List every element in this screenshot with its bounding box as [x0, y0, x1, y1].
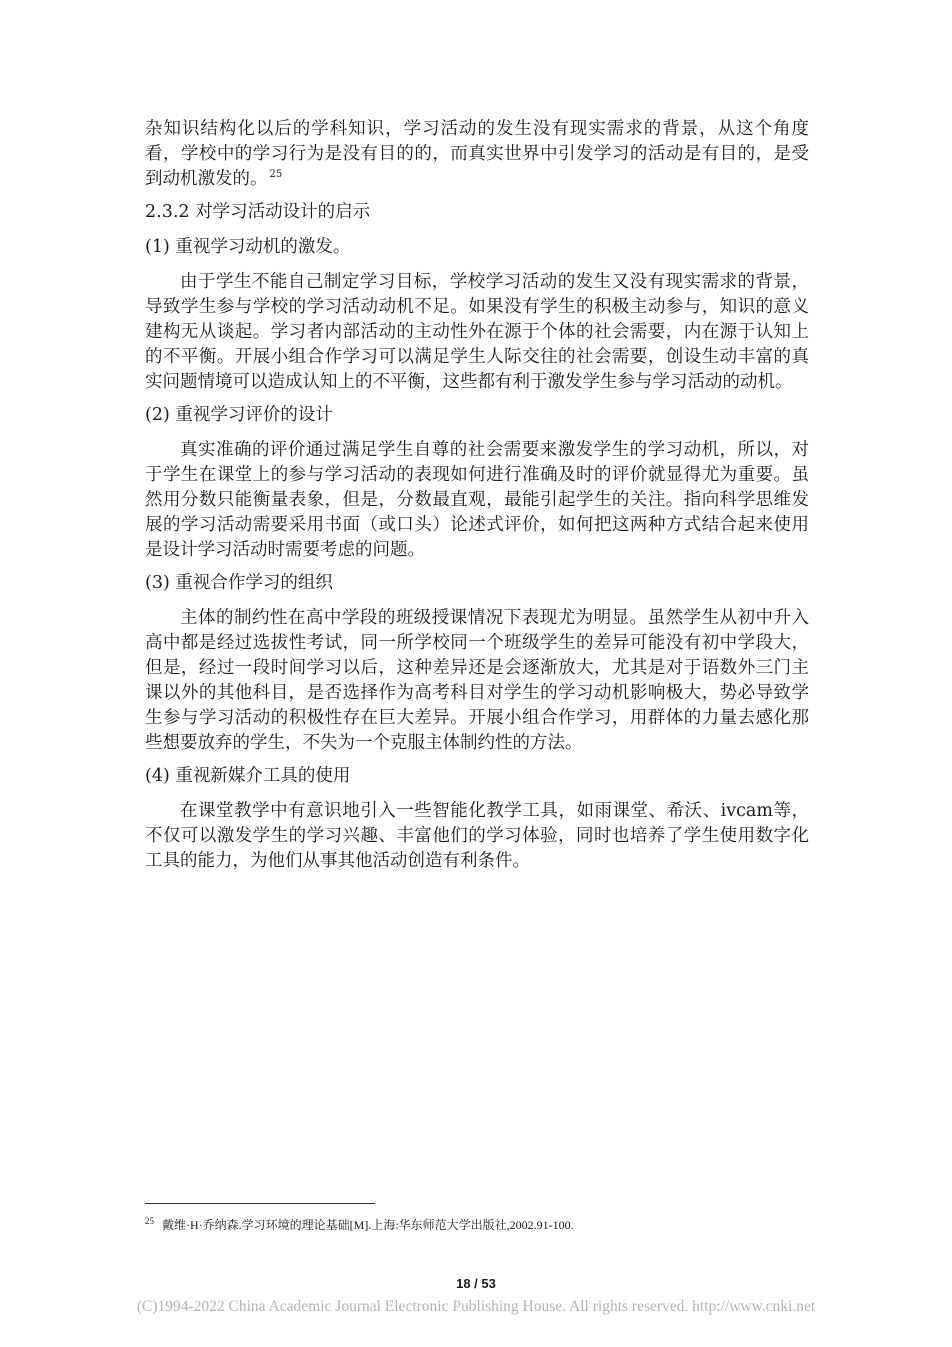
continuation-paragraph — [145, 117, 809, 192]
body-text — [145, 117, 809, 882]
section-heading: 2.3.2 对学习活动设计的启示 — [145, 202, 371, 222]
item-1-heading: (1) 重视学习动机的激发。 — [145, 237, 351, 257]
item-2-heading: (2) 重视学习评价的设计 — [145, 405, 333, 425]
item-4-heading: (4) 重视新媒介工具的使用 — [145, 766, 351, 786]
item-2-body: 真实准确的评价通过满足学生自尊的社会需要来激发学生的学习动机，所以，对于学生在课堂上的参与学习活动的表现如何进行准确及时的评价就显得尤为重要。虽然用分数只能衡量表象，但是，分数最直观，最能引起学生的关注。指向科学思维发展的学习活动需要采用书面（或口头）论述式评价，如何把这两种方式结合起来使用是设计学习活动时需要考虑的问题。 — [145, 440, 809, 560]
item-1-body: 由于学生不能自己制定学习目标，学校学习活动的发生又没有现实需求的背景，导致学生参与学校的学习活动动机不足。如果没有学生的积极主动参与，知识的意义建构无从谈起。学习者内部活动的主动性外在源于个体的社会需要，内在源于认知上的不平衡。开展小组合作学习可以满足学生人际交往的社会需要，创设生动丰富的真实问题情境可以造成认知上的不平衡，这些都有利于激发学生参与学习活动的动机。 — [145, 272, 809, 392]
item-3-heading: (3) 重视合作学习的组织 — [145, 573, 333, 593]
footnote-divider — [145, 1203, 375, 1204]
footnote-text: 戴维·H·乔纳森.学习环境的理论基础[M].上海:华东师范大学出版社,2002.91-100. — [162, 1218, 574, 1232]
footnote-reference[interactable]: 25 — [269, 169, 283, 181]
item-4-body: 在课堂教学中有意识地引入一些智能化教学工具，如雨课堂、希沃、ivcam等，不仅可以激发学生的学习兴趣、丰富他们的学习体验，同时也培养了学生使用数字化工具的能力，为他们从事其他活动创造有利条件。 — [145, 801, 809, 871]
continuation-text: 杂知识结构化以后的学科知识，学习活动的发生没有现实需求的背景，从这个角度看，学校中的学习行为是没有目的的，而真实世界中引发学习的活动是有目的，是受到动机激发的。 — [145, 119, 809, 189]
footnote — [145, 1213, 809, 1233]
item-3-body: 主体的制约性在高中学段的班级授课情况下表现尤为明显。虽然学生从初中升入高中都是经过选拔性考试，同一所学校同一个班级学生的差异可能没有初中学段大，但是，经过一段时间学习以后，这种差异还是会逐渐放大，尤其是对于语数外三门主课以外的其他科目，是否选择作为高考科目对学生的学习动机影响极大，势必导致学生参与学习活动的积极性存在巨大差异。开展小组合作学习，用群体的力量去感化那些想要放弃的学生，不失为一个克服主体制约性的方法。 — [145, 608, 809, 753]
page-number: 18 / 53 — [456, 1276, 496, 1291]
copyright-watermark: (C)1994-2022 China Academic Journal Electronic Publishing House. All rights reserved. http://www.cnki.net — [136, 1298, 816, 1315]
footnote-number: 25 — [145, 1216, 154, 1226]
